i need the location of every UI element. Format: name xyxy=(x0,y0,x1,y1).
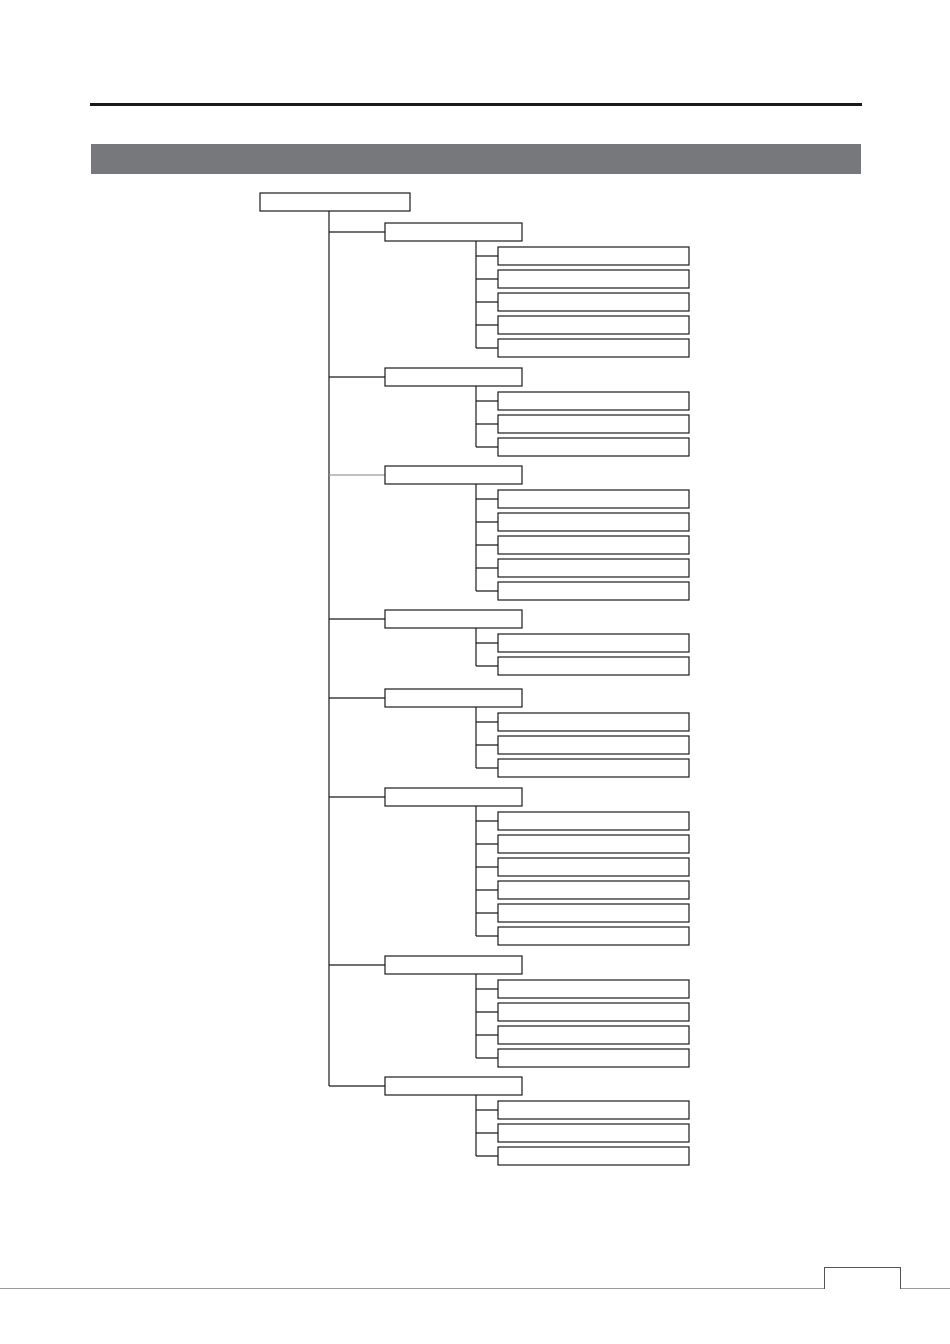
item-node-3-2 xyxy=(498,513,689,531)
item-node-1-5 xyxy=(498,339,689,357)
group-node-7 xyxy=(385,956,522,974)
group-node-4 xyxy=(385,610,522,628)
footer-rule-right xyxy=(901,1288,950,1289)
tree-root-node xyxy=(260,193,410,211)
item-node-6-5 xyxy=(498,904,689,922)
item-node-3-5 xyxy=(498,582,689,600)
item-node-4-1 xyxy=(498,634,689,652)
group-node-3 xyxy=(385,466,522,484)
item-node-1-4 xyxy=(498,316,689,334)
item-node-8-3 xyxy=(498,1147,689,1165)
item-node-3-3 xyxy=(498,536,689,554)
item-node-3-4 xyxy=(498,559,689,577)
item-node-6-1 xyxy=(498,812,689,830)
item-node-1-3 xyxy=(498,293,689,311)
footer-rule xyxy=(0,1288,825,1289)
item-node-2-2 xyxy=(498,415,689,433)
item-node-7-3 xyxy=(498,1026,689,1044)
item-node-4-2 xyxy=(498,657,689,675)
item-node-7-1 xyxy=(498,980,689,998)
item-node-5-1 xyxy=(498,713,689,731)
item-node-7-4 xyxy=(498,1049,689,1067)
item-node-2-3 xyxy=(498,438,689,456)
item-node-1-2 xyxy=(498,270,689,288)
group-node-8 xyxy=(385,1077,522,1095)
item-node-2-1 xyxy=(498,392,689,410)
item-node-1-1 xyxy=(498,247,689,265)
item-node-7-2 xyxy=(498,1003,689,1021)
item-node-8-2 xyxy=(498,1124,689,1142)
item-node-3-1 xyxy=(498,490,689,508)
item-node-8-1 xyxy=(498,1101,689,1119)
item-node-6-2 xyxy=(498,835,689,853)
item-node-6-3 xyxy=(498,858,689,876)
group-node-5 xyxy=(385,689,522,707)
item-node-5-3 xyxy=(498,759,689,777)
item-node-5-2 xyxy=(498,736,689,754)
item-node-6-6 xyxy=(498,927,689,945)
group-node-1 xyxy=(385,223,522,241)
page-number-tab xyxy=(824,1267,901,1289)
item-node-6-4 xyxy=(498,881,689,899)
group-node-6 xyxy=(385,788,522,806)
group-node-2 xyxy=(385,368,522,386)
